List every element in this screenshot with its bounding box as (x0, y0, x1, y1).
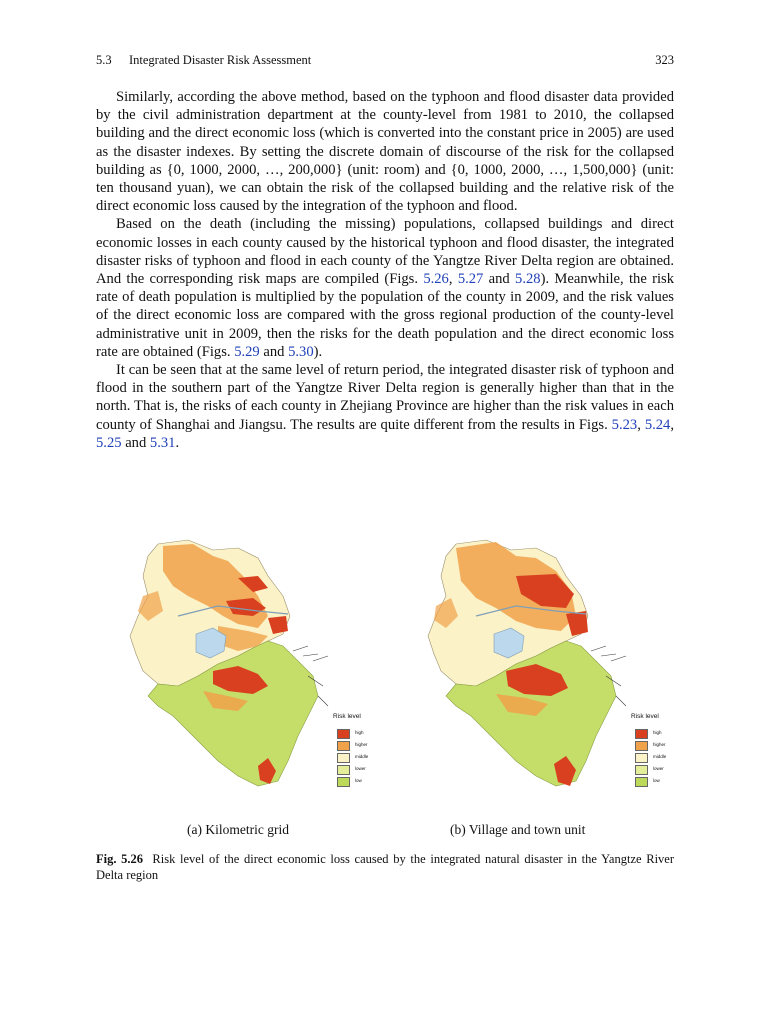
legend-title: Risk level (631, 713, 659, 720)
paragraph-2: Based on the death (including the missing) populations, collapsed buildings and direct economic losses in each county caused by the historical typhoon and flood disaster, the integrated disaster risks of typhoon and flood in each county of the Yangtze River Delta region are obtained. And the corresponding risk maps are compiled (Figs. 5.26, 5.27 and 5.28). Meanwhile, the risk rate of death population is multiplied by the population of the county in 2009, and the risk values of the direct economic loss are compared with the gross regional production of the county-level administrative unit in 2009, then the risks for the death population and the direct economic loss rate are obtained (Figs. 5.29 and 5.30). (96, 216, 674, 360)
figure-link[interactable]: 5.29 (234, 343, 260, 360)
figure-link[interactable]: 5.23 (611, 416, 638, 433)
paragraph-1: Similarly, according the above method, based on the typhoon and flood disaster data provided by the civil administration department at the county-level from 1981 to 2010, the collapsed building and the direct economic loss (which is converted into the constant price in 2005) are used as the disaster indexes. By setting the discrete domain of discourse of the risk for the collapsed building as {0, 1000, 2000, …, 200,000} (unit: room) and {0, 1000, 2000, …, 1,500,000} (unit: ten thousand yuan), we can obtain the risk of the collapsed building and the relative risk of the direct economic loss caused by the integration of the typhoon and flood. (96, 89, 674, 215)
map-kilometric-grid: Risk level high higher middle lower low (118, 536, 418, 806)
figure-link[interactable]: 5.26 (423, 271, 449, 288)
section-number: 5.3 (96, 53, 112, 67)
caption-text: Risk level of the direct economic loss caused by the integrated natural disaster in the Yangtze River Delta region (96, 852, 674, 882)
legend-title: Risk level (333, 713, 361, 720)
figure-link[interactable]: 5.31 (149, 434, 176, 451)
risk-map-a (118, 536, 418, 806)
subcaption-b: (b) Village and town unit (450, 822, 586, 837)
running-header (96, 53, 674, 69)
figure-link[interactable]: 5.27 (457, 271, 484, 288)
paragraph-3: It can be seen that at the same level of return period, the integrated disaster risk of typhoon and flood in the southern part of the Yangtze River Delta region is generally higher than that in the north. That is, the risks of each county in Zhejiang Province are higher than the risk values in each county of Shanghai and Jiangsu. The results are quite different from the results in Figs. 5.23, 5.24, 5.25 and 5.31. (96, 362, 675, 451)
page-number: 323 (655, 53, 674, 67)
figure-link[interactable]: 5.24 (644, 416, 671, 433)
section-title: Integrated Disaster Risk Assessment (129, 53, 312, 67)
risk-map-b (416, 536, 716, 806)
body-text (96, 88, 674, 452)
figure-link[interactable]: 5.25 (96, 434, 122, 451)
map-village-town-unit: Risk level high higher middle lower low (416, 536, 716, 806)
figure-link[interactable]: 5.30 (288, 343, 314, 360)
subcaption-a: (a) Kilometric grid (187, 822, 289, 837)
figure-maps (96, 536, 696, 806)
figure-caption (96, 851, 674, 883)
caption-label: Fig. 5.26 (96, 852, 144, 866)
figure-link[interactable]: 5.28 (515, 271, 541, 288)
